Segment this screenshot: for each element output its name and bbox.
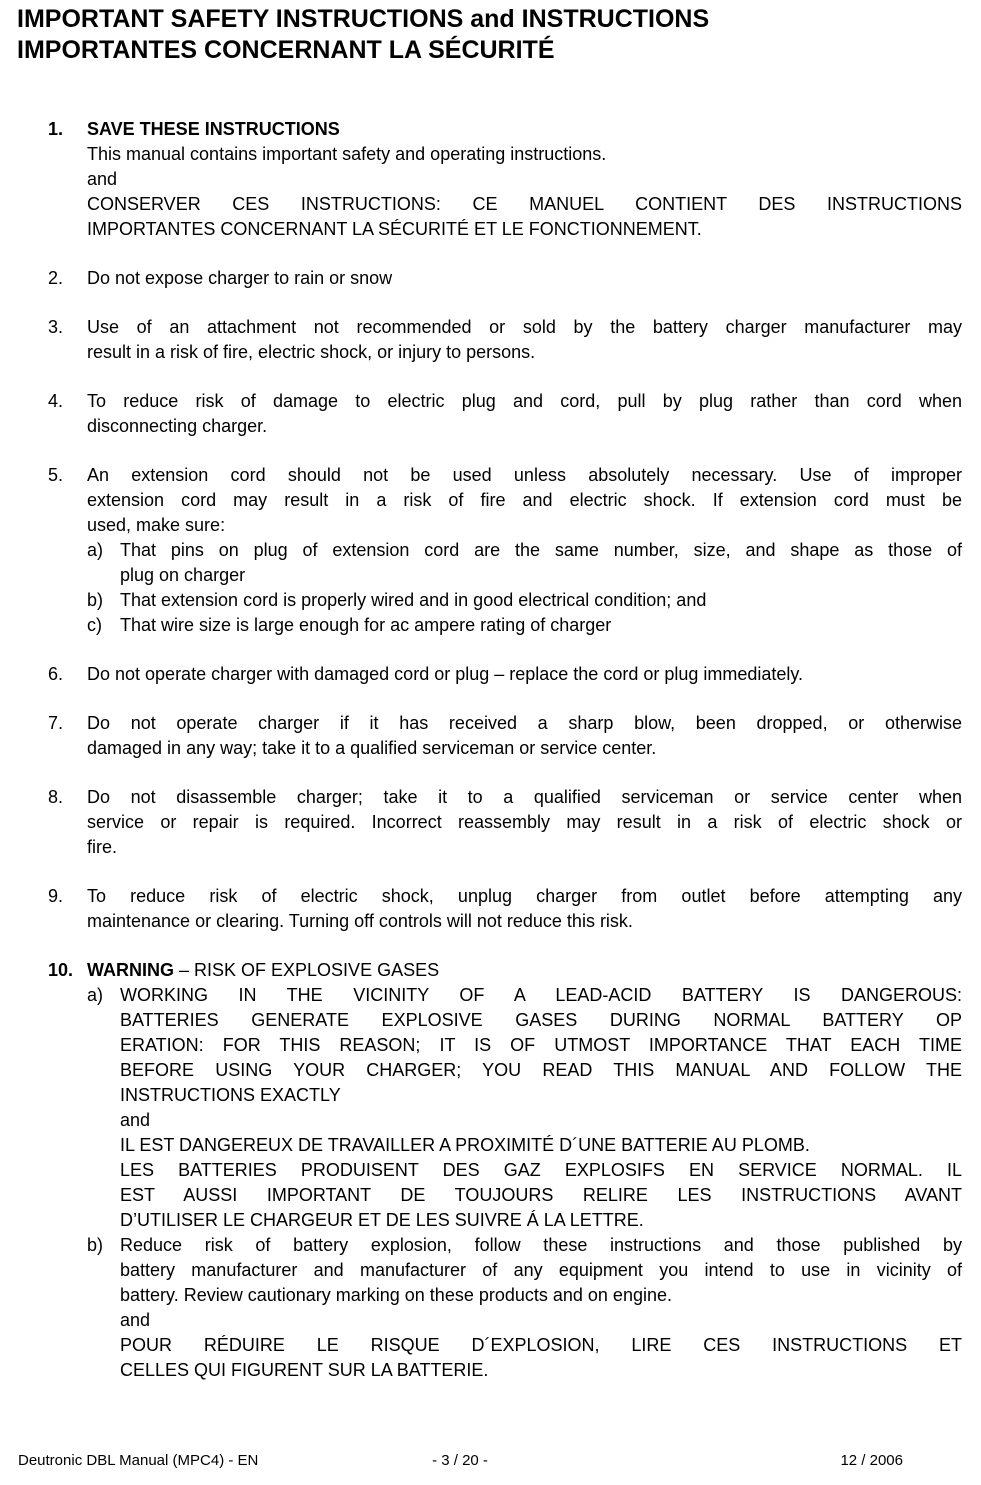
item-number: 6. (48, 664, 64, 684)
sub-item-content (120, 613, 962, 638)
text-line: EST AUSSI IMPORTANT DE TOUJOURS RELIRE LES INSTRUCTIONS AVANT (120, 1185, 962, 1205)
item-number: 8. (48, 787, 64, 807)
list-item (48, 785, 962, 860)
text-line: maintenance or clearing. Turning off controls will not reduce this risk. (87, 911, 633, 931)
text-line: Do not disassemble charger; take it to a qualified serviceman or service center when (87, 787, 962, 807)
list-item (48, 884, 962, 934)
text-line: That wire size is large enough for ac ampere rating of charger (120, 615, 612, 635)
text-line: SAVE THESE INSTRUCTIONS (87, 119, 340, 139)
sub-item (87, 983, 962, 1233)
item-number: 5. (48, 465, 64, 485)
item-number: 1. (48, 119, 64, 139)
item-content (87, 785, 962, 860)
text-line: battery. Review cautionary marking on these products and on engine. (120, 1285, 672, 1305)
list-item (48, 711, 962, 761)
text-line: and (87, 169, 118, 189)
sub-item-content (120, 1233, 962, 1383)
item-number: 4. (48, 391, 64, 411)
text-line: battery manufacturer and manufacturer of any equipment you intend to use in vicinity of (120, 1260, 962, 1280)
text-line: POUR RÉDUIRE LE RISQUE D´EXPLOSION, LIRE CES INSTRUCTIONS ET (120, 1335, 962, 1355)
sub-item (87, 588, 962, 613)
item-content (87, 266, 962, 291)
text-line: plug on charger (120, 565, 246, 585)
item-number: 2. (48, 268, 64, 288)
text-line: BATTERIES GENERATE EXPLOSIVE GASES DURING NORMAL BATTERY OP (120, 1010, 962, 1030)
text-line: service or repair is required. Incorrect reassembly may result in a risk of electric shock or (87, 812, 962, 832)
text-line: D’UTILISER LE CHARGEUR ET DE LES SUIVRE Á LA LETTRE. (120, 1210, 644, 1230)
sub-item (87, 613, 962, 638)
text-line: Do not operate charger if it has received a sharp blow, been dropped, or otherwise (87, 713, 962, 733)
sub-item-letter: b) (87, 1235, 104, 1255)
list-item (48, 117, 962, 242)
text-line: damaged in any way; take it to a qualified serviceman or service center. (87, 738, 657, 758)
text-bold-segment: WARNING (87, 960, 174, 980)
instruction-list (48, 117, 962, 1407)
list-item (48, 315, 962, 365)
text-line: Do not expose charger to rain or snow (87, 268, 393, 288)
text-line: WORKING IN THE VICINITY OF A LEAD-ACID BATTERY IS DANGEROUS: (120, 985, 962, 1005)
text-line: Use of an attachment not recommended or sold by the battery charger manufacturer may (87, 317, 962, 337)
item-number: 7. (48, 713, 64, 733)
item-content (87, 958, 962, 1383)
sub-item-letter: b) (87, 590, 104, 610)
text-line: This manual contains important safety and operating instructions. (87, 144, 607, 164)
text-line: and (120, 1110, 151, 1130)
page-title (17, 4, 964, 66)
text-line: result in a risk of fire, electric shock, or injury to persons. (87, 342, 536, 362)
text-line: used, make sure: (87, 515, 226, 535)
item-content (87, 315, 962, 365)
text-line: To reduce risk of electric shock, unplug charger from outlet before attempting any (87, 886, 962, 906)
page-title-line-1: IMPORTANT SAFETY INSTRUCTIONS and INSTRUCTIONS (17, 5, 710, 33)
sub-item-content (120, 538, 962, 588)
text-line: and (120, 1310, 151, 1330)
sub-item-content (120, 983, 962, 1233)
sub-item-letter: c) (87, 615, 102, 635)
text-segment: – RISK OF EXPLOSIVE GASES (174, 960, 440, 980)
text-line: Reduce risk of battery explosion, follow these instructions and those published by (120, 1235, 962, 1255)
text-line: That pins on plug of extension cord are the same number, size, and shape as those of (120, 540, 962, 560)
text-line: IMPORTANTES CONCERNANT LA SÉCURITÉ ET LE FONCTIONNEMENT. (87, 219, 702, 239)
item-number: 3. (48, 317, 64, 337)
text-line: CELLES QUI FIGURENT SUR LA BATTERIE. (120, 1360, 489, 1380)
text-line: LES BATTERIES PRODUISENT DES GAZ EXPLOSIFS EN SERVICE NORMAL. IL (120, 1160, 962, 1180)
sub-item (87, 538, 962, 588)
item-content (87, 662, 962, 687)
text-line: ERATION: FOR THIS REASON; IT IS OF UTMOST IMPORTANCE THAT EACH TIME (120, 1035, 962, 1055)
sub-item (87, 1233, 962, 1383)
item-content (87, 463, 962, 638)
list-item (48, 662, 962, 687)
item-content (87, 711, 962, 761)
sub-item-content (120, 588, 962, 613)
text-line (87, 958, 962, 983)
sub-item-letter: a) (87, 985, 104, 1005)
text-line: IL EST DANGEREUX DE TRAVAILLER A PROXIMITÉ D´UNE BATTERIE AU PLOMB. (120, 1135, 810, 1155)
text-line: disconnecting charger. (87, 416, 268, 436)
text-line: An extension cord should not be used unless absolutely necessary. Use of improper (87, 465, 962, 485)
item-number: 10. (48, 960, 74, 980)
text-line: BEFORE USING YOUR CHARGER; YOU READ THIS MANUAL AND FOLLOW THE (120, 1060, 962, 1080)
text-line: Do not operate charger with damaged cord or plug – replace the cord or plug immediately. (87, 664, 804, 684)
footer-doc-name: Deutronic DBL Manual (MPC4) - EN (18, 1452, 259, 1469)
text-line: fire. (87, 837, 118, 857)
footer-date: 12 / 2006 (840, 1452, 903, 1469)
page-title-line-2: IMPORTANTES CONCERNANT LA SÉCURITÉ (17, 36, 555, 64)
sub-item-letter: a) (87, 540, 104, 560)
text-line: To reduce risk of damage to electric plug and cord, pull by plug rather than cord when (87, 391, 962, 411)
item-content (87, 117, 962, 242)
footer-page-number: - 3 / 20 - (432, 1452, 488, 1469)
list-item (48, 958, 962, 1383)
item-number: 9. (48, 886, 64, 906)
text-line: That extension cord is properly wired and in good electrical condition; and (120, 590, 707, 610)
list-item (48, 389, 962, 439)
text-line: CONSERVER CES INSTRUCTIONS: CE MANUEL CONTIENT DES INSTRUCTIONS (87, 194, 962, 214)
text-line: extension cord may result in a risk of fire and electric shock. If extension cord must be (87, 490, 962, 510)
list-item (48, 463, 962, 638)
item-content (87, 389, 962, 439)
list-item (48, 266, 962, 291)
item-content (87, 884, 962, 934)
text-line: INSTRUCTIONS EXACTLY (120, 1085, 341, 1105)
